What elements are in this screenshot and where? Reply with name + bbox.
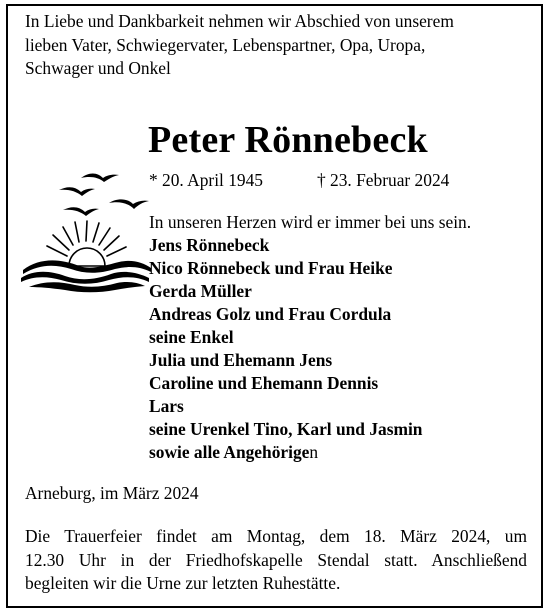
place-date: Arneburg, im März 2024: [25, 483, 199, 503]
mourner-name: Julia und Ehemann Jens: [149, 350, 333, 370]
mourners-list: [149, 211, 471, 464]
motto-line: In unseren Herzen wird er immer bei uns sein.: [149, 212, 472, 232]
obituary-frame: [6, 4, 543, 608]
intro-line: lieben Vater, Schwiegervater, Lebenspartner, Opa, Uropa,: [25, 34, 426, 55]
ceremony-line: begleiten wir die Urne zur letzten Ruhestätte.: [25, 573, 341, 593]
death-date: † 23. Februar 2024: [317, 170, 450, 190]
birth-date: * 20. April 1945: [149, 170, 264, 190]
sun-rays-icon: [47, 221, 126, 256]
mourner-name: Lars: [149, 396, 184, 416]
mourner-name: Andreas Golz und Frau Cordula: [149, 304, 392, 324]
closing-line: [149, 441, 471, 464]
birds-sunset-icon: [19, 166, 155, 301]
mourner-name: Nico Rönnebeck und Frau Heike: [149, 258, 393, 278]
mourner-name: Gerda Müller: [149, 281, 252, 301]
mourner-name: Jens Rönnebeck: [149, 235, 270, 255]
ceremony-line: Die Trauerfeier findet am Montag, dem 18. März 2024, um: [25, 526, 527, 546]
mourner-name: Caroline und Ehemann Dennis: [149, 373, 379, 393]
birds-icon: [59, 174, 149, 217]
deceased-name: Peter Rönnebeck: [148, 119, 428, 161]
hills-icon: [21, 260, 151, 292]
intro-line: Schwager und Onkel: [25, 58, 171, 78]
ceremony-line: 12.30 Uhr in der Friedhofskapelle Stendal statt. Anschließend: [25, 549, 527, 570]
intro-text: [25, 10, 530, 81]
life-dates: [149, 170, 450, 191]
ceremony-text: [25, 525, 527, 596]
intro-line: In Liebe und Dankbarkeit nehmen wir Abschied von unserem: [25, 11, 454, 31]
closing-bold: sowie alle Angehörige: [149, 442, 310, 462]
mourner-name: seine Enkel: [149, 327, 234, 347]
sun-icon: [69, 248, 105, 266]
mourner-name: seine Urenkel Tino, Karl und Jasmin: [149, 419, 423, 439]
closing-regular: n: [309, 442, 319, 462]
